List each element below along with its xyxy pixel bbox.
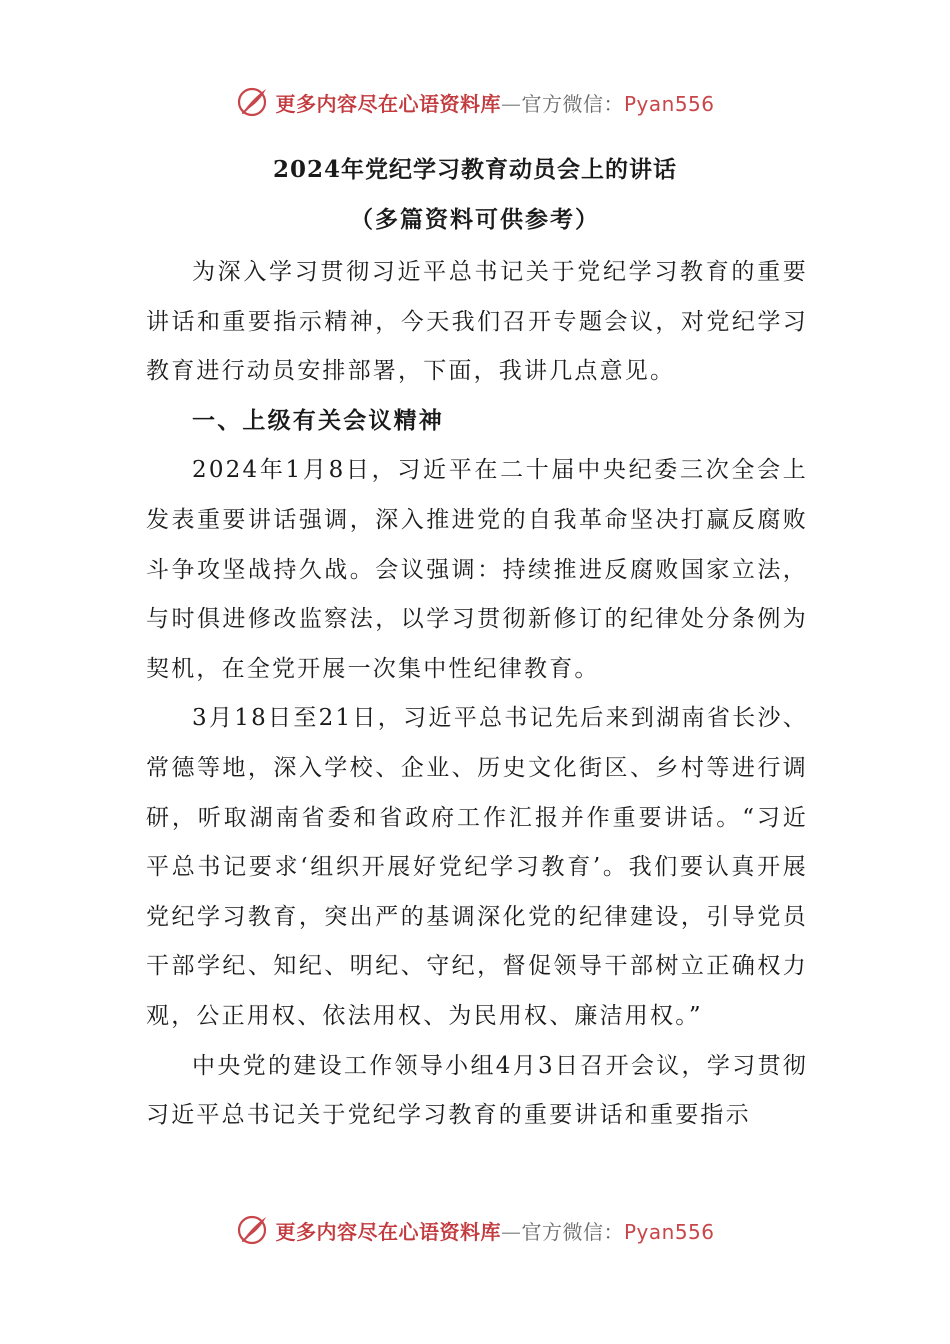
watermark-footer [0, 1210, 950, 1250]
document-body [146, 248, 808, 1141]
section-heading: 一、上级有关会议精神 [192, 407, 444, 434]
quill-logo-icon [235, 1212, 271, 1248]
watermark-brand: 更多内容尽在心语资料库 [275, 91, 501, 116]
body-paragraph: 3月18日至21日，习近平总书记先后来到湖南省长沙、常德等地，深入学校、企业、历史文化街区、乡村等进行调研，听取湖南省委和省政府工作汇报并作重要讲话。“习近平总书记要求‘组织开展好党纪学习教育’。我们要认真开展党纪学习教育，突出严的基调深化党的纪律建设，引导党员干部学纪、知纪、明纪、守纪，督促领导干部树立正确权力观，公正用权、依法用权、为民用权、廉洁用权。” [146, 705, 808, 1029]
watermark-brand: 更多内容尽在心语资料库 [275, 1219, 501, 1244]
watermark-id: Pyan556 [623, 91, 715, 116]
body-paragraph: 中央党的建设工作领导小组4月3日召开会议，学习贯彻习近平总书记关于党纪学习教育的重要讲话和重要指示 [146, 1052, 808, 1129]
watermark-header [0, 82, 950, 122]
watermark-separator: — [500, 91, 522, 116]
watermark-id: Pyan556 [623, 1219, 715, 1244]
document-title: 2024年党纪学习教育动员会上的讲话 [272, 156, 677, 183]
quill-logo-icon [235, 84, 271, 120]
body-paragraph: 2024年1月8日，习近平在二十届中央纪委三次全会上发表重要讲话强调，深入推进党的自我革命坚决打赢反腐败斗争攻坚战持久战。会议强调：持续推进反腐败国家立法，与时俱进修改监察法，以学习贯彻新修订的纪律处分条例为契机，在全党开展一次集中性纪律教育。 [146, 457, 808, 682]
watermark-text [275, 1216, 714, 1245]
document-subtitle: （多篇资料可供参考） [350, 206, 600, 233]
watermark-text [275, 88, 714, 117]
watermark-separator: — [500, 1219, 522, 1244]
body-paragraph: 为深入学习贯彻习近平总书记关于党纪学习教育的重要讲话和重要指示精神，今天我们召开专题会议，对党纪学习教育进行动员安排部署，下面，我讲几点意见。 [146, 259, 808, 385]
watermark-label: 官方微信： [521, 91, 624, 116]
watermark-label: 官方微信： [521, 1219, 624, 1244]
